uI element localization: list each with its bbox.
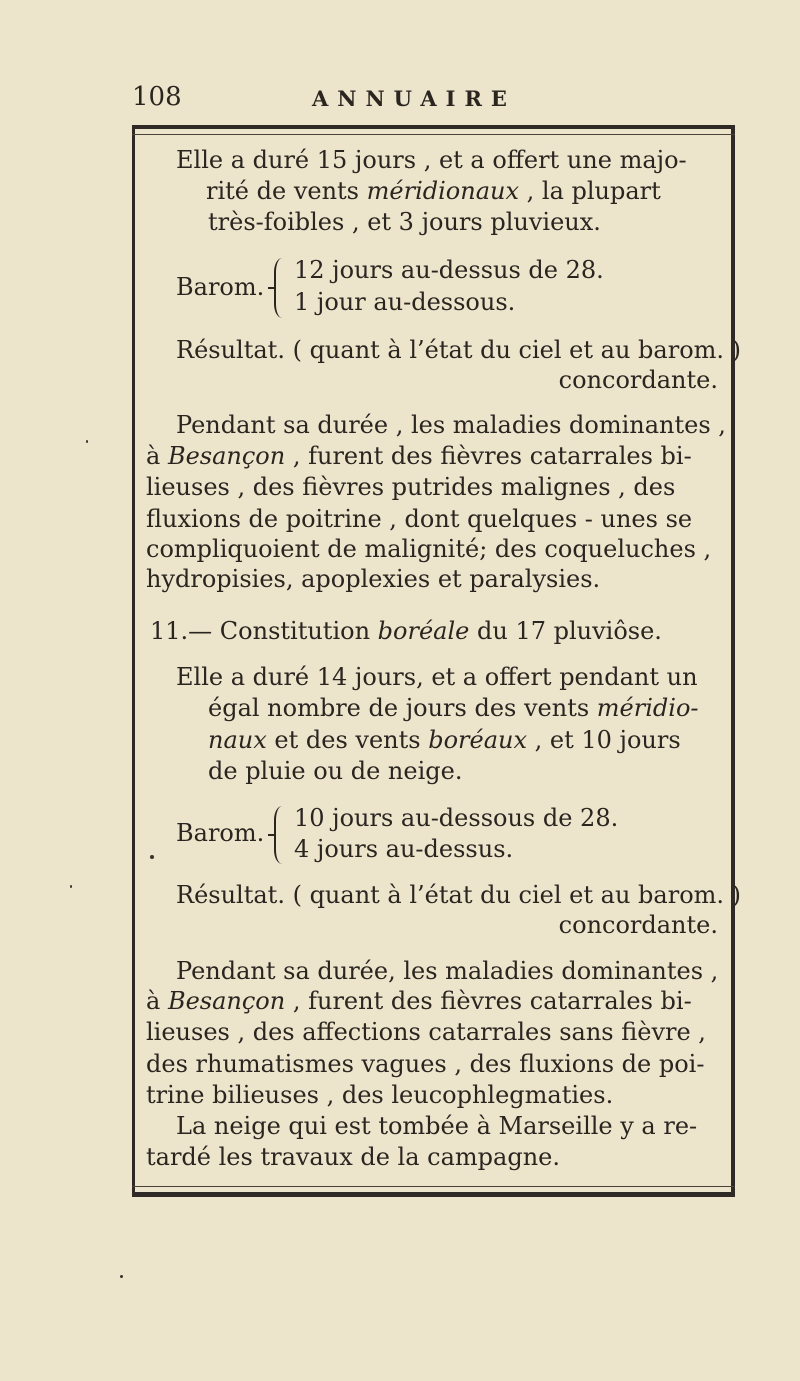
- result-value: concordante.: [558, 366, 718, 394]
- paragraph-line: Elle a duré 15 jours , et a offert une majo-: [176, 146, 687, 174]
- text-run: à: [146, 442, 168, 470]
- italic-term: méridionaux: [366, 177, 519, 205]
- frame-rule-bottom: [132, 1186, 735, 1187]
- barom-item: 10 jours au-dessous de 28.: [294, 804, 619, 832]
- paragraph-line: [208, 694, 699, 723]
- paragraph-line: Pendant sa durée, les maladies dominantes ,: [176, 957, 719, 985]
- page-header: [132, 82, 722, 118]
- result-value: concordante.: [558, 911, 718, 939]
- paragraph-line: [208, 726, 681, 755]
- brace-tip: [268, 834, 276, 836]
- running-title: ANNUAIRE: [312, 86, 516, 111]
- barom-item: 1 jour au-dessous.: [294, 288, 516, 316]
- frame-rule-top: [132, 134, 735, 135]
- paragraph-line: [146, 442, 692, 471]
- paragraph-line: très-foibles , et 3 jours pluvieux.: [208, 208, 601, 236]
- text-run: rité de vents: [206, 177, 367, 205]
- italic-place: Besançon: [167, 987, 286, 1015]
- text-run: 11.— Constitution: [150, 617, 378, 645]
- barom-label: Barom.: [176, 273, 265, 301]
- paragraph-line: [146, 987, 692, 1016]
- italic-term: boréaux: [428, 726, 527, 754]
- barom-label: Barom.: [176, 819, 265, 847]
- paragraph-line: Elle a duré 14 jours, et a offert pendant un: [176, 663, 698, 691]
- paragraph-line: [206, 177, 661, 206]
- italic-term: naux: [208, 726, 267, 754]
- paragraph-line: des rhumatismes vagues , des fluxions de poi-: [146, 1050, 705, 1078]
- barom-item: 4 jours au-dessus.: [294, 835, 514, 863]
- italic-place: Besançon: [167, 442, 286, 470]
- text-run: et des vents: [266, 726, 429, 754]
- paragraph-line: lieuses , des fièvres putrides malignes , des: [146, 473, 676, 501]
- text-run: , et 10 jours: [527, 726, 681, 754]
- text-run: à: [146, 987, 168, 1015]
- paragraph-line: de pluie ou de neige.: [208, 757, 463, 785]
- text-run: du 17 pluviôse.: [469, 617, 662, 645]
- text-run: , la plupart: [519, 177, 661, 205]
- paragraph-line: trine bilieuses , des leucophlegmaties.: [146, 1081, 614, 1109]
- paragraph-line: tardé les travaux de la campagne.: [146, 1143, 560, 1171]
- italic-term: méridio-: [596, 694, 699, 722]
- barom-item: 12 jours au-dessus de 28.: [294, 256, 604, 284]
- page-number: 108: [132, 82, 182, 112]
- paragraph-line: hydropisies, apoplexies et paralysies.: [146, 565, 601, 593]
- paper-speck: [150, 855, 154, 859]
- italic-term: boréale: [377, 617, 470, 645]
- paragraph-line: Pendant sa durée , les maladies dominantes ,: [176, 411, 726, 439]
- text-run: , furent des fièvres catarrales bi-: [285, 442, 692, 470]
- paragraph-line: fluxions de poitrine , dont quelques - unes se: [146, 505, 693, 533]
- text-run: , furent des fièvres catarrales bi-: [285, 987, 692, 1015]
- paragraph-line: La neige qui est tombée à Marseille y a re-: [176, 1112, 698, 1140]
- text-run: égal nombre de jours des vents: [208, 694, 597, 722]
- paper-speck: [86, 440, 88, 443]
- result-line: Résultat. ( quant à l’état du ciel et au barom. ): [176, 881, 742, 909]
- section-heading: [150, 617, 662, 646]
- paragraph-line: lieuses , des affections catarrales sans fièvre ,: [146, 1018, 706, 1046]
- paper-speck: [120, 1275, 123, 1278]
- paragraph-line: compliquoient de malignité; des coqueluches ,: [146, 535, 712, 563]
- paper-speck: [70, 885, 72, 888]
- result-line: Résultat. ( quant à l’état du ciel et au barom. ): [176, 336, 742, 364]
- brace-tip: [268, 287, 276, 289]
